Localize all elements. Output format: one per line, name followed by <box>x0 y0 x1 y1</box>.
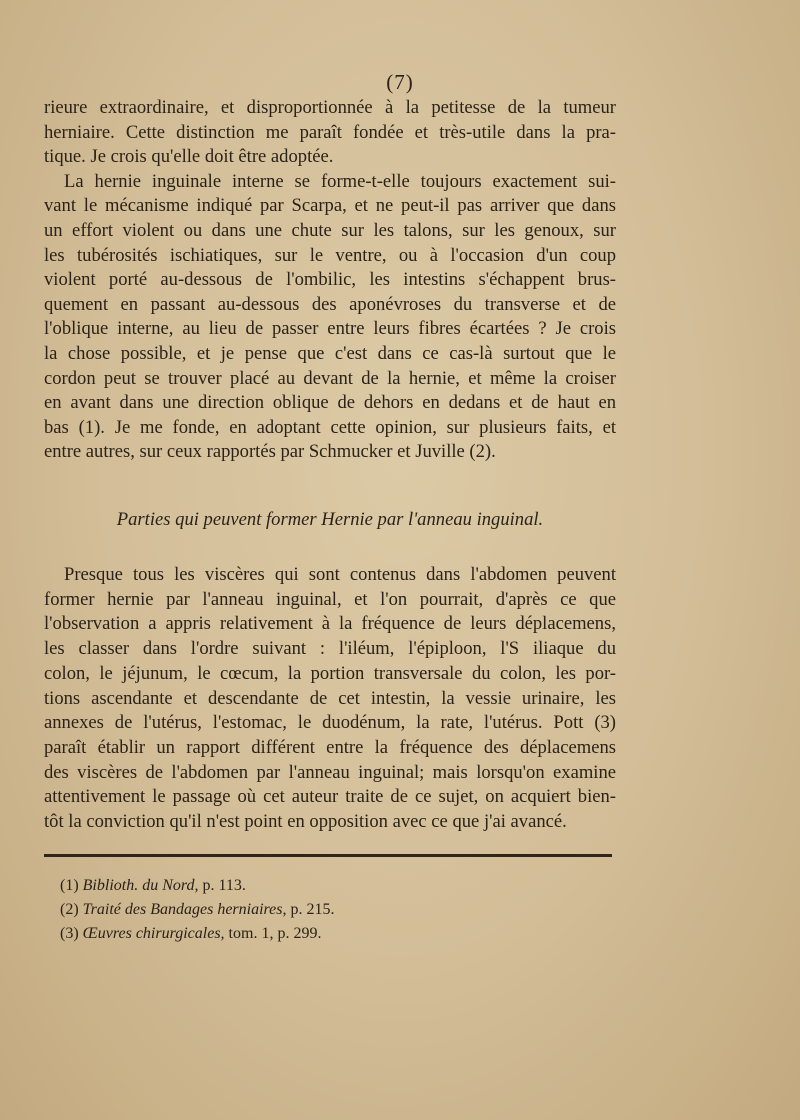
text-line: former hernie par l'anneau inguinal, et l'on pourrait, d'après ce que <box>44 588 616 610</box>
text-line: l'observation a appris relativement à la fréquence de leurs déplacemens, <box>44 613 616 635</box>
text-line: rieure extraordinaire, et disproportionnée à la petitesse de la tumeur <box>44 97 616 118</box>
text-line: l'oblique interne, au lieu de passer entre leurs fibres écartées ? Je crois <box>44 318 616 340</box>
section-heading: Parties qui peuvent former Hernie par l'anneau inguinal. <box>116 509 544 530</box>
footnote-divider <box>44 854 612 857</box>
text-line: en avant dans une direction oblique de dehors en dedans et de haut en <box>44 392 616 414</box>
text-line: la chose possible, et je pense que c'est dans ce cas-là surtout que le <box>44 342 616 364</box>
text-line: un effort violent ou dans une chute sur les talons, sur les genoux, sur <box>44 219 616 241</box>
footnote-reference: tom. 1, p. 299. <box>224 925 322 942</box>
text-line: violent porté au-dessous de l'ombilic, les intestins s'échappent brus- <box>44 269 616 291</box>
footnote <box>60 898 335 922</box>
text-line: paraît établir un rapport différent entre la fréquence des déplacemens <box>44 736 616 758</box>
footnote-mark: (2) <box>60 901 79 918</box>
footnote-reference: p. 113. <box>198 877 246 894</box>
footnote <box>60 922 335 946</box>
text-line: les tubérosités ischiatiques, sur le ventre, ou à l'occasion d'un coup <box>44 244 616 266</box>
text-line: entre autres, sur ceux rapportés par Schmucker et Juville (2). <box>44 441 496 463</box>
footnote <box>60 874 335 898</box>
footnote-mark: (1) <box>60 877 79 894</box>
text-line: annexes de l'utérus, l'estomac, le duodénum, la rate, l'utérus. Pott (3) <box>44 712 616 734</box>
footnote-title: Biblioth. du Nord, <box>82 877 199 894</box>
footnote-reference: p. 215. <box>286 901 335 918</box>
footnotes <box>60 874 335 946</box>
text-line: Presque tous les viscères qui sont contenus dans l'abdomen peuvent <box>64 564 616 585</box>
text-line: vant le mécanisme indiqué par Scarpa, et ne peut-il pas arriver que dans <box>44 195 616 217</box>
text-line: colon, le jéjunum, le cœcum, la portion transversale du colon, les por- <box>44 662 616 684</box>
text-line: tique. Je crois qu'elle doit être adoptée. <box>44 146 334 168</box>
text-line: des viscères de l'abdomen par l'anneau inguinal; mais lorsqu'on examine <box>44 761 616 783</box>
text-line: les classer dans l'ordre suivant : l'iléum, l'épiploon, l'S iliaque du <box>44 638 616 660</box>
text-line: La hernie inguinale interne se forme-t-elle toujours exactement sui- <box>64 170 616 192</box>
text-line: cordon peut se trouver placé au devant de la hernie, et même la croiser <box>44 367 616 389</box>
text-line: tôt la conviction qu'il n'est point en opposition avec ce que j'ai avancé. <box>44 811 567 833</box>
footnote-title: Œuvres chirurgicales, <box>82 925 225 942</box>
section-text <box>44 563 616 835</box>
text-line: bas (1). Je me fonde, en adoptant cette opinion, sur plusieurs faits, et <box>44 416 616 438</box>
footnote-title: Traité des Bandages herniaires, <box>82 901 287 918</box>
text-line: attentivement le passage où cet auteur traite de ce sujet, on acquiert bien- <box>44 786 616 808</box>
page-number: (7) <box>386 70 414 94</box>
main-text <box>44 96 616 465</box>
text-line: quement en passant au-dessous des aponévroses du transverse et de <box>44 293 616 315</box>
footnote-mark: (3) <box>60 925 79 942</box>
text-line: tions ascendante et descendante de cet intestin, la vessie urinaire, les <box>44 687 616 709</box>
text-line: herniaire. Cette distinction me paraît fondée et très-utile dans la pra- <box>44 121 616 143</box>
